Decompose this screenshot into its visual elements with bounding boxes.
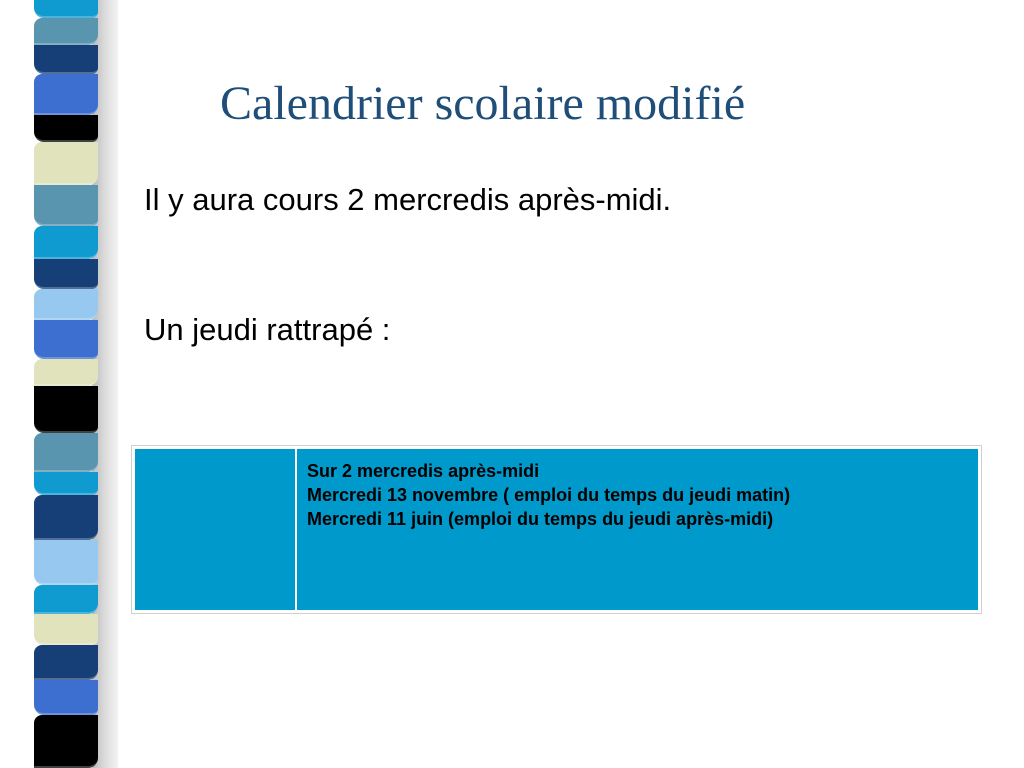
decorative-stripe [34, 0, 98, 768]
table-cell-line: Sur 2 mercredis après-midi [307, 461, 540, 481]
table-cell-line: Mercredi 13 novembre ( emploi du temps du jeudi matin) [307, 485, 791, 505]
stripe-band [34, 386, 98, 433]
table-cell-empty [134, 448, 296, 611]
stripe-band [34, 540, 98, 585]
stripe-band [34, 495, 98, 540]
stripe-band [34, 289, 98, 320]
stripe-band [34, 680, 98, 715]
table-row [134, 448, 979, 611]
stripe-band [34, 45, 98, 74]
slide-title: Calendrier scolaire modifié [220, 77, 746, 130]
stripe-band [34, 74, 98, 115]
schedule-table [133, 447, 980, 612]
stripe-band [34, 359, 98, 386]
table-cell-line: Mercredi 11 juin (emploi du temps du jeudi après-midi) [307, 509, 774, 529]
stripe-band [34, 115, 98, 142]
stripe-band [34, 18, 98, 45]
table-cell-details [296, 448, 979, 611]
stripe-band [34, 226, 98, 259]
stripe-band [34, 185, 98, 226]
stripe-band [34, 585, 98, 614]
stripe-band [34, 0, 98, 18]
stripe-band [34, 433, 98, 472]
body-text-line: Un jeudi rattrapé : [144, 312, 391, 347]
stripe-band [34, 259, 98, 288]
stripe-band [34, 645, 98, 680]
stripe-band [34, 142, 98, 185]
body-text-line: Il y aura cours 2 mercredis après-midi. [144, 182, 672, 217]
stripe-band [34, 320, 98, 359]
stripe-band [34, 614, 98, 645]
stripe-band [34, 715, 98, 768]
stripe-band [34, 472, 98, 495]
